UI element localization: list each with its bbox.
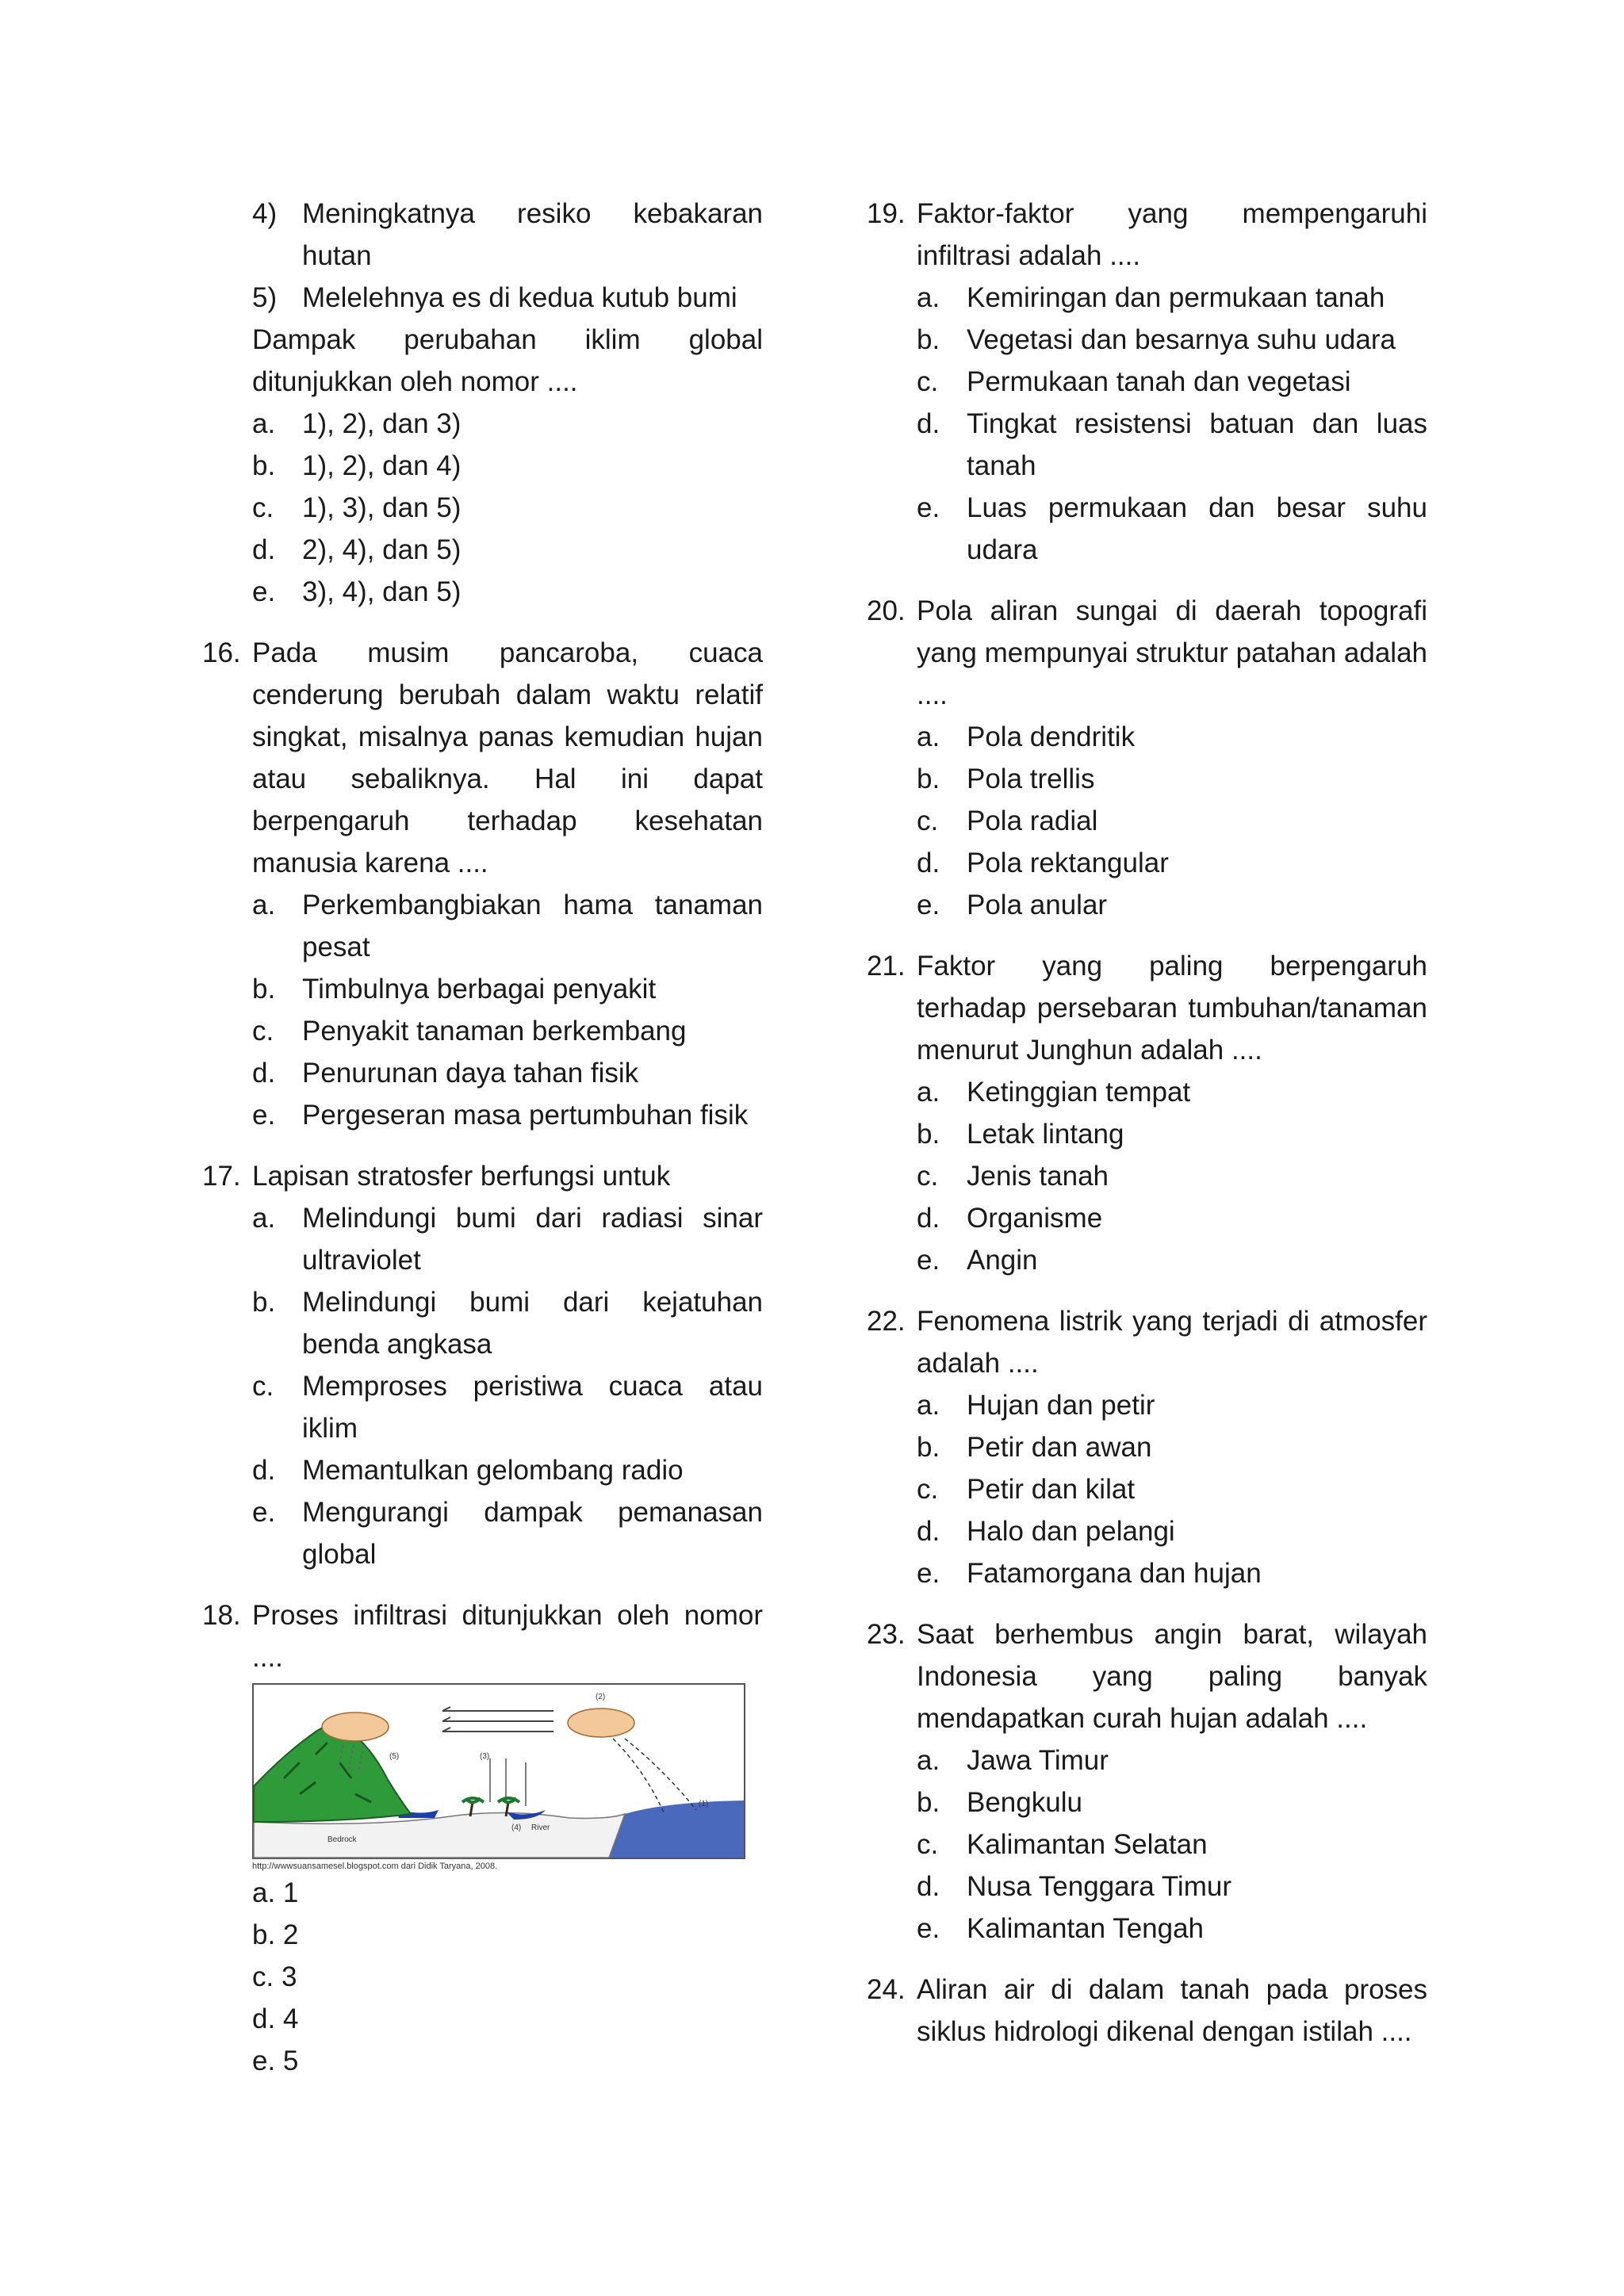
answer-option[interactable]: e. 5 [252, 2045, 299, 2076]
answer-option[interactable]: a. 1), 2), dan 3) [252, 408, 462, 439]
question-stem: Dampak perubahan iklim global ditunjukkan oleh nomor .... [252, 324, 763, 397]
question-number: 16. [202, 637, 241, 668]
question-22 [867, 1300, 1427, 1594]
answer-option[interactable]: b. Vegetasi dan besarnya suhu udara [917, 324, 1396, 355]
answer-option[interactable]: b. Petir dan awan [917, 1432, 1152, 1463]
question-text: Saat berhembus angin barat, wilayah Indonesia yang paling banyak mendapatkan curah hujan adalah .... [917, 1619, 1427, 1734]
answer-option[interactable]: b. Letak lintang [917, 1119, 1124, 1150]
question-text: Faktor-faktor yang mempengaruhi infiltrasi adalah .... [917, 198, 1427, 271]
statement-item: 4) Meningkatnya resiko kebakaran hutan [252, 198, 763, 271]
hydrologic-cycle-figure [252, 1683, 745, 1872]
question-number: 24. [867, 1974, 906, 2005]
question-23 [867, 1613, 1427, 1950]
label-4: (4) [511, 1823, 522, 1832]
question-number: 20. [867, 595, 906, 626]
statement-item: 5) Melelehnya es di kedua kutub bumi [252, 282, 737, 313]
answer-option[interactable]: c. Jenis tanah [917, 1161, 1109, 1192]
figure-caption: http://wwwsuansamesel.blogspot.com dari Didik Taryana, 2008. [252, 1862, 498, 1871]
question-number: 21. [867, 951, 906, 982]
answer-option[interactable]: c. Penyakit tanaman berkembang [252, 1016, 687, 1047]
answer-option[interactable]: b. Melindungi bumi dari kejatuhan benda angkasa [252, 1287, 763, 1360]
answer-option[interactable]: e. Luas permukaan dan besar suhu udara [917, 492, 1427, 565]
cloud-right [568, 1709, 634, 1737]
question-19 [867, 193, 1427, 571]
label-5: (5) [389, 1752, 400, 1761]
answer-option[interactable]: a. Jawa Timur [917, 1745, 1109, 1776]
answer-option[interactable]: a. Melindungi bumi dari radiasi sinar ultraviolet [252, 1203, 763, 1276]
answer-option[interactable]: e. Angin [917, 1245, 1038, 1276]
answer-option[interactable]: c. Memproses peristiwa cuaca atau iklim [252, 1371, 763, 1444]
question-17 [202, 1155, 763, 1575]
question-text: Lapisan stratosfer berfungsi untuk [252, 1161, 671, 1192]
left-column [202, 193, 763, 2082]
question-text: Proses infiltrasi ditunjukkan oleh nomor .... [252, 1600, 763, 1673]
answer-option[interactable]: d. 2), 4), dan 5) [252, 534, 462, 565]
answer-option[interactable]: b. 1), 2), dan 4) [252, 450, 462, 481]
answer-option[interactable]: b. 2 [252, 1919, 299, 1950]
answer-option[interactable]: a. Kemiringan dan permukaan tanah [917, 282, 1385, 313]
right-column [867, 193, 1427, 2053]
answer-option[interactable]: b. Pola trellis [917, 763, 1095, 794]
question-20 [867, 590, 1427, 926]
label-3: (3) [480, 1752, 490, 1761]
answer-option[interactable]: c. Permukaan tanah dan vegetasi [917, 366, 1351, 397]
question-15-continued [202, 193, 763, 613]
answer-option[interactable]: a. Pola dendritik [917, 721, 1136, 752]
answer-option[interactable]: d. Organisme [917, 1203, 1103, 1234]
answer-option[interactable]: d. Memantulkan gelombang radio [252, 1455, 684, 1486]
question-number: 23. [867, 1619, 906, 1650]
answer-option[interactable]: a. 1 [252, 1877, 299, 1908]
question-text: Aliran air di dalam tanah pada proses siklus hidrologi dikenal dengan istilah .... [917, 1974, 1427, 2047]
question-24 [867, 1969, 1427, 2053]
question-text: Pola aliran sungai di daerah topografi yang mempunyai struktur patahan adalah .... [917, 595, 1428, 710]
question-number: 18. [202, 1600, 241, 1631]
question-number: 22. [867, 1306, 906, 1337]
question-16 [202, 632, 763, 1136]
answer-option[interactable]: a. Perkembangbiakan hama tanaman pesat [252, 890, 763, 962]
answer-option[interactable]: e. Mengurangi dampak pemanasan global [252, 1497, 763, 1570]
answer-option[interactable]: a. Ketinggian tempat [917, 1077, 1191, 1108]
question-21 [867, 945, 1427, 1281]
answer-option[interactable]: d. Penurunan daya tahan fisik [252, 1058, 639, 1089]
question-18 [202, 1594, 763, 2082]
label-1: (1) [699, 1800, 709, 1808]
answer-option[interactable]: d. Nusa Tenggara Timur [917, 1871, 1231, 1902]
answer-option[interactable]: d. 4 [252, 2003, 299, 2034]
question-number: 19. [867, 198, 906, 229]
question-text: Fenomena listrik yang terjadi di atmosfer adalah .... [917, 1306, 1427, 1379]
answer-option[interactable]: d. Tingkat resistensi batuan dan luas tanah [917, 408, 1427, 481]
answer-option[interactable]: c. Kalimantan Selatan [917, 1829, 1208, 1860]
answer-option[interactable]: d. Halo dan pelangi [917, 1516, 1175, 1547]
cloud-left [322, 1712, 389, 1741]
answer-option[interactable]: d. Pola rektangular [917, 848, 1169, 878]
question-text: Faktor yang paling berpengaruh terhadap persebaran tumbuhan/tanaman menurut Junghun adalah .... [917, 951, 1427, 1066]
question-text: Pada musim pancaroba, cuaca cenderung berubah dalam waktu relatif singkat, misalnya panas kemudian hujan atau sebaliknya. Hal ini dapat berpengaruh terhadap kesehatan manusia karena .... [252, 637, 763, 878]
answer-option[interactable]: e. Kalimantan Tengah [917, 1913, 1205, 1944]
water-cycle-diagram [252, 1683, 745, 1859]
label-2: (2) [596, 1693, 606, 1701]
answer-option[interactable]: c. 1), 3), dan 5) [252, 492, 462, 523]
answer-option[interactable]: c. Petir dan kilat [917, 1474, 1136, 1505]
answer-option[interactable]: c. Pola radial [917, 806, 1098, 836]
answer-option[interactable]: a. Hujan dan petir [917, 1390, 1155, 1421]
answer-option[interactable]: e. Fatamorgana dan hujan [917, 1558, 1262, 1589]
river-label: River [531, 1823, 550, 1832]
answer-option[interactable]: b. Timbulnya berbagai penyakit [252, 974, 657, 1004]
answer-option[interactable]: e. 3), 4), dan 5) [252, 576, 462, 607]
answer-option[interactable]: c. 3 [252, 1961, 297, 1992]
bedrock-label: Bedrock [327, 1835, 357, 1844]
question-number: 17. [202, 1161, 241, 1192]
answer-option[interactable]: e. Pola anular [917, 890, 1108, 920]
answer-option[interactable]: b. Bengkulu [917, 1787, 1082, 1818]
answer-option[interactable]: e. Pergeseran masa pertumbuhan fisik [252, 1100, 749, 1131]
